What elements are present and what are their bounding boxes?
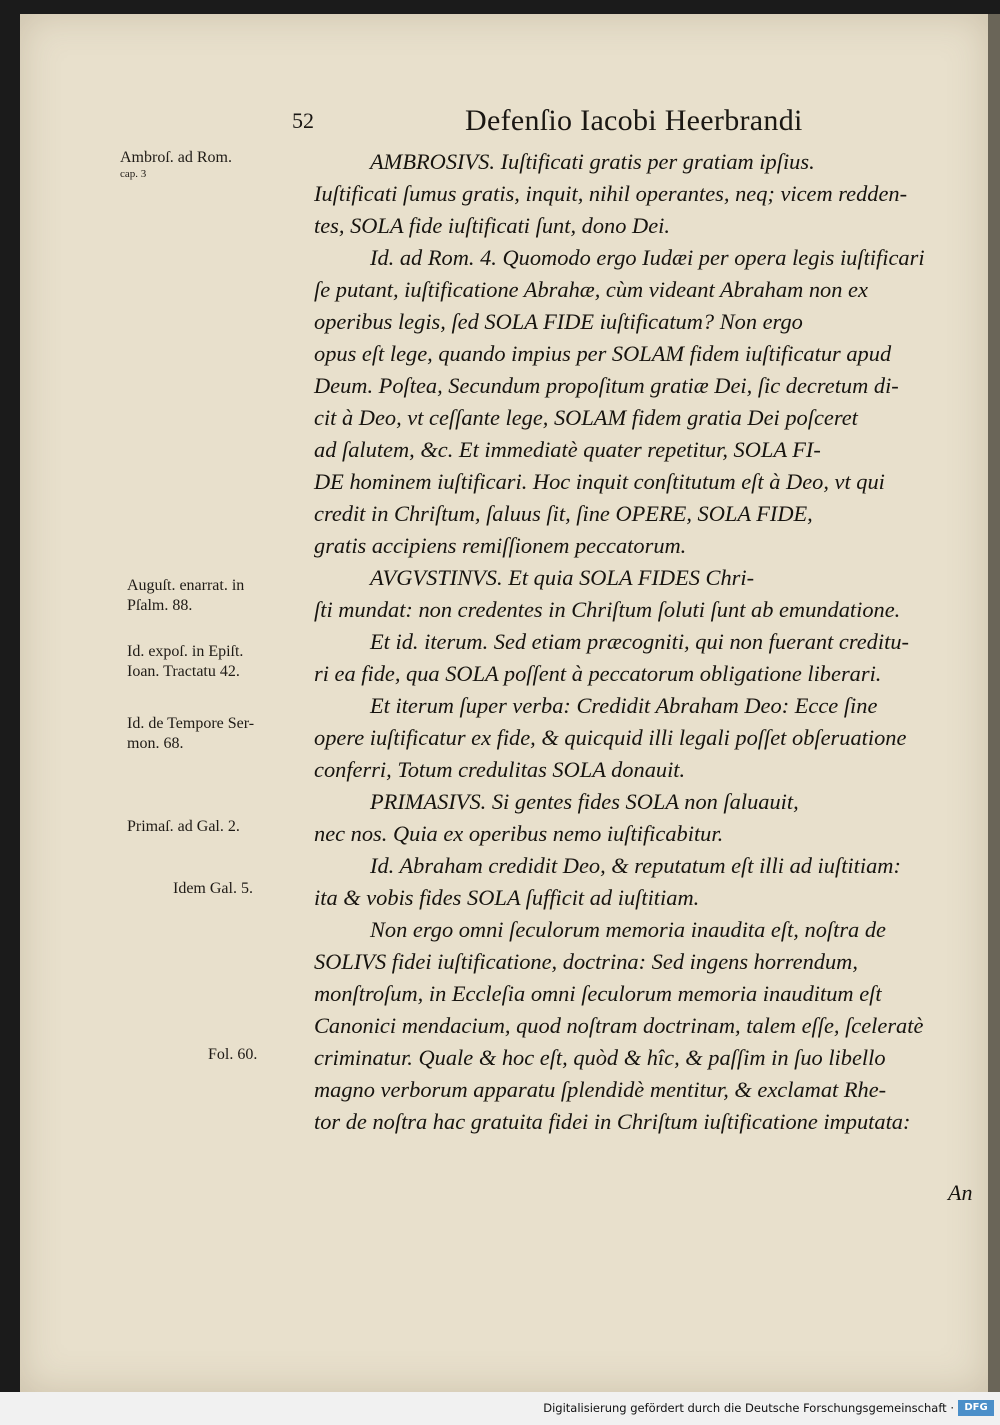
page-gutter xyxy=(988,14,1000,1392)
margin-note-text: Ambroſ. ad Rom. xyxy=(120,149,232,166)
text-line: Non ergo omni ſeculorum memoria inaudita eſt, noſtra de xyxy=(370,917,886,942)
body-text xyxy=(314,146,1000,1138)
text-line: opere iuſtificatur ex fide, & quicquid illi legali poſſet obſeruatione xyxy=(314,725,907,750)
catchword: An xyxy=(948,1180,973,1205)
text-line: ri ea fide, qua SOLA poſſent à peccatorum obligatione liberari. xyxy=(314,661,882,686)
text-line: Canonici mendacium, quod noſtram doctrinam, talem eſſe, ſceleratè xyxy=(314,1013,924,1038)
text-line: magno verborum apparatu ſplendidè mentitur, & exclamat Rhe- xyxy=(314,1077,887,1102)
text-line: tes, SOLA fide iuſtificati ſunt, dono Dei. xyxy=(314,213,670,238)
text-line: criminatur. Quale & hoc eſt, quòd & hîc, & paſſim in ſuo libello xyxy=(314,1045,886,1070)
margin-note xyxy=(127,576,244,616)
text-line: Et iterum ſuper verba: Credidit Abraham Deo: Ecce ſine xyxy=(370,693,878,718)
text-line: AMBROSIVS. Iuſtificati gratis per gratiam ipſius. xyxy=(370,149,815,174)
text-line: Id. Abraham credidit Deo, & reputatum eſt illi ad iuſtitiam: xyxy=(370,853,901,878)
text-line: gratis accipiens remiſſionem peccatorum. xyxy=(314,533,687,558)
text-line: monſtroſum, in Eccleſia omni ſeculorum memoria inauditum eſt xyxy=(314,981,882,1006)
margin-note-subtext: mon. 68. xyxy=(127,735,184,752)
margin-note-text: Id. de Tempore Ser- xyxy=(127,715,255,732)
text-line: cit à Deo, vt ceſſante lege, SOLAM fidem gratia Dei poſceret xyxy=(314,405,858,430)
page-number: 52 xyxy=(292,108,314,133)
book-page xyxy=(20,14,988,1392)
text-line: ita & vobis fides SOLA ſufficit ad iuſtitiam. xyxy=(314,885,700,910)
dfg-logo-icon: DFG xyxy=(958,1400,994,1416)
margin-note-text: Auguſt. enarrat. in xyxy=(127,577,245,594)
margin-note xyxy=(127,714,254,754)
text-line: tor de noſtra hac gratuita fidei in Chriſtum iuſtificatione imputata: xyxy=(314,1109,911,1134)
running-title: Defenſio Iacobi Heerbrandi xyxy=(465,104,803,137)
margin-note-text: Idem Gal. 5. xyxy=(173,880,253,897)
margin-note-subtext: Ioan. Tractatu 42. xyxy=(127,663,240,680)
text-line: ſe putant, iuſtificatione Abrahæ, cùm videant Abraham non ex xyxy=(314,277,868,302)
footer-bar xyxy=(0,1392,1000,1425)
text-line: ſti mundat: non credentes in Chriſtum ſoluti ſunt ab emundatione. xyxy=(314,597,901,622)
margin-note xyxy=(173,879,253,899)
text-line: Id. ad Rom. 4. Quomodo ergo Iudæi per opera legis iuſtificari xyxy=(370,245,925,270)
margin-note-subtext: Pſalm. 88. xyxy=(127,597,193,614)
margin-note xyxy=(127,642,243,682)
text-line: SOLIVS fidei iuſtificatione, doctrina: Sed ingens horrendum, xyxy=(314,949,858,974)
margin-note-subtext: cap. 3 xyxy=(120,168,147,180)
margin-note xyxy=(208,1045,257,1065)
text-line: nec nos. Quia ex operibus nemo iuſtificabitur. xyxy=(314,821,724,846)
text-line: credit in Chriſtum, ſaluus ſit, ſine OPERE, SOLA FIDE, xyxy=(314,501,813,526)
text-line: AVGVSTINVS. Et quia SOLA FIDES Chri- xyxy=(370,565,755,590)
margin-note xyxy=(120,148,232,180)
margin-note xyxy=(127,817,240,837)
text-line: ad ſalutem, &c. Et immediatè quater repetitur, SOLA FI- xyxy=(314,437,821,462)
margin-notes xyxy=(20,14,310,1392)
text-line: opus eſt lege, quando impius per SOLAM fidem iuſtificatur apud xyxy=(314,341,892,366)
text-line: Deum. Poſtea, Secundum propoſitum gratiæ Dei, ſic decretum di- xyxy=(314,373,899,398)
text-line: Et id. iterum. Sed etiam præcogniti, qui non fuerant creditu- xyxy=(370,629,909,654)
text-line: PRIMASIVS. Si gentes fides SOLA non ſaluauit, xyxy=(370,789,799,814)
text-line: operibus legis, ſed SOLA FIDE iuſtificatum? Non ergo xyxy=(314,309,803,334)
text-line: Iuſtificati ſumus gratis, inquit, nihil operantes, neq; vicem redden- xyxy=(314,181,908,206)
text-line: conferri, Totum credulitas SOLA donauit. xyxy=(314,757,686,782)
footer-credit: Digitalisierung gefördert durch die Deutsche Forschungsgemeinschaft · xyxy=(543,1401,954,1415)
margin-note-text: Fol. 60. xyxy=(208,1046,258,1063)
margin-note-text: Primaſ. ad Gal. 2. xyxy=(127,818,240,835)
margin-note-text: Id. expoſ. in Epiſt. xyxy=(127,643,244,660)
text-line: DE hominem iuſtificari. Hoc inquit conſtitutum eſt à Deo, vt qui xyxy=(314,469,885,494)
